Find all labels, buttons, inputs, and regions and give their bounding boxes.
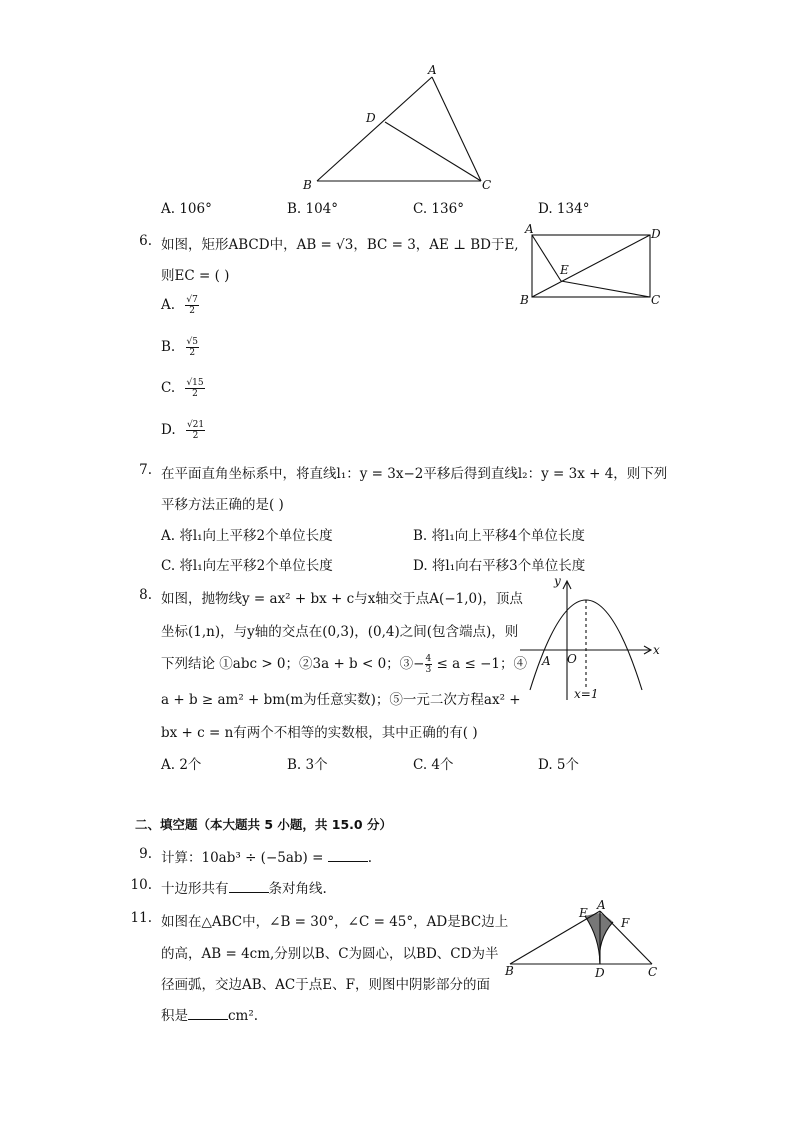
q8-line2: 坐标(1,n)，与y轴的交点在(0,3)，(0,4)之间(包含端点)，则 (161, 624, 519, 640)
label-x: x (653, 643, 660, 657)
q7-option-d: D. 将l₁向右平移3个单位长度 (413, 558, 586, 574)
q6-line2: 则EC = ( ) (161, 268, 230, 284)
q8-option-c: C. 4个 (413, 757, 454, 773)
label-c: C (482, 178, 492, 192)
q8-option-a: A. 2个 (161, 757, 202, 773)
q8-line4: a + b ≥ am² + bm(m为任意实数)；⑤一元二次方程ax² + (161, 692, 521, 708)
label-e: E (560, 263, 569, 277)
q8-option-b: B. 3个 (287, 757, 328, 773)
q7-line2: 平移方法正确的是( ) (161, 497, 284, 513)
q5-option-b: B. 104° (287, 201, 339, 217)
label-d: D (595, 966, 605, 980)
label-a: A (597, 898, 606, 912)
q5-option-d: D. 134° (538, 201, 590, 217)
label-d: D (366, 111, 376, 125)
q10-number: 10. (130, 877, 152, 893)
label-b: B (303, 178, 312, 192)
q8-line3: 下列结论 ①abc > 0；②3a + b < 0；③− $\frac{4}{3}$ ≤ a ≤ −1；④ (161, 654, 527, 675)
q11-line4: 积是 cm². (161, 1008, 259, 1024)
q11-line3: 径画弧，交边AB、AC于点E、F，则图中阴影部分的面 (161, 977, 490, 993)
q6-option-d: D. $\frac{√21}{2}$ (161, 420, 205, 441)
q8-number: 8. (139, 587, 152, 603)
q8-line5: bx + c = n有两个不相等的实数根，其中正确的有( ) (161, 725, 478, 741)
q7-number: 7. (139, 462, 152, 478)
q11-number: 11. (130, 910, 152, 926)
label-a: A (542, 654, 551, 668)
label-f: F (621, 916, 630, 930)
q11-line1: 如图在△ABC中，∠B = 30°，∠C = 45°，AD是BC边上 (161, 914, 509, 930)
q6-option-c: C. $\frac{√15}{2}$ (161, 378, 204, 399)
q5-option-a: A. 106° (161, 201, 212, 217)
q8-line1: 如图，抛物线y = ax² + bx + c与x轴交于点A(−1,0)，顶点 (161, 591, 523, 607)
q9-number: 9. (139, 846, 152, 862)
q6-option-a: A. $\frac{√7}{2}$ (161, 295, 198, 316)
q6-number: 6. (139, 233, 152, 249)
label-o: O (567, 652, 577, 666)
label-d: D (651, 227, 661, 241)
answer-blank[interactable] (188, 1007, 228, 1020)
q7-option-c: C. 将l₁向左平移2个单位长度 (161, 558, 333, 574)
label-axis: x=1 (574, 687, 599, 701)
label-a: A (525, 222, 534, 236)
q11-line2: 的高，AB = 4cm,分别以B、C为圆心，以BD、CD为半 (161, 946, 499, 962)
q5-option-c: C. 136° (413, 201, 464, 217)
label-y: y (554, 574, 561, 588)
label-a: A (428, 63, 437, 77)
q7-option-b: B. 将l₁向上平移4个单位长度 (413, 528, 585, 544)
q6-option-b: B. $\frac{√5}{2}$ (161, 337, 198, 358)
q6-line1: 如图，矩形ABCD中，AB = √3，BC = 3，AE ⊥ BD于E, (161, 237, 519, 253)
label-b: B (520, 293, 529, 307)
q9-text: 计算：10ab³ ÷ (−5ab) = . (161, 850, 372, 866)
q8-option-d: D. 5个 (538, 757, 580, 773)
q7-line1: 在平面直角坐标系中，将直线l₁：y = 3x−2平移后得到直线l₂：y = 3x + 4，则下列 (161, 466, 668, 482)
label-b: B (505, 964, 514, 978)
section-title: 二、填空题（本大题共 5 小题，共 15.0 分） (135, 817, 392, 832)
q10-text: 十边形共有 条对角线. (161, 881, 327, 897)
q7-option-a: A. 将l₁向上平移2个单位长度 (161, 528, 333, 544)
label-e: E (579, 906, 588, 920)
label-c: C (648, 965, 658, 979)
label-c: C (651, 293, 661, 307)
